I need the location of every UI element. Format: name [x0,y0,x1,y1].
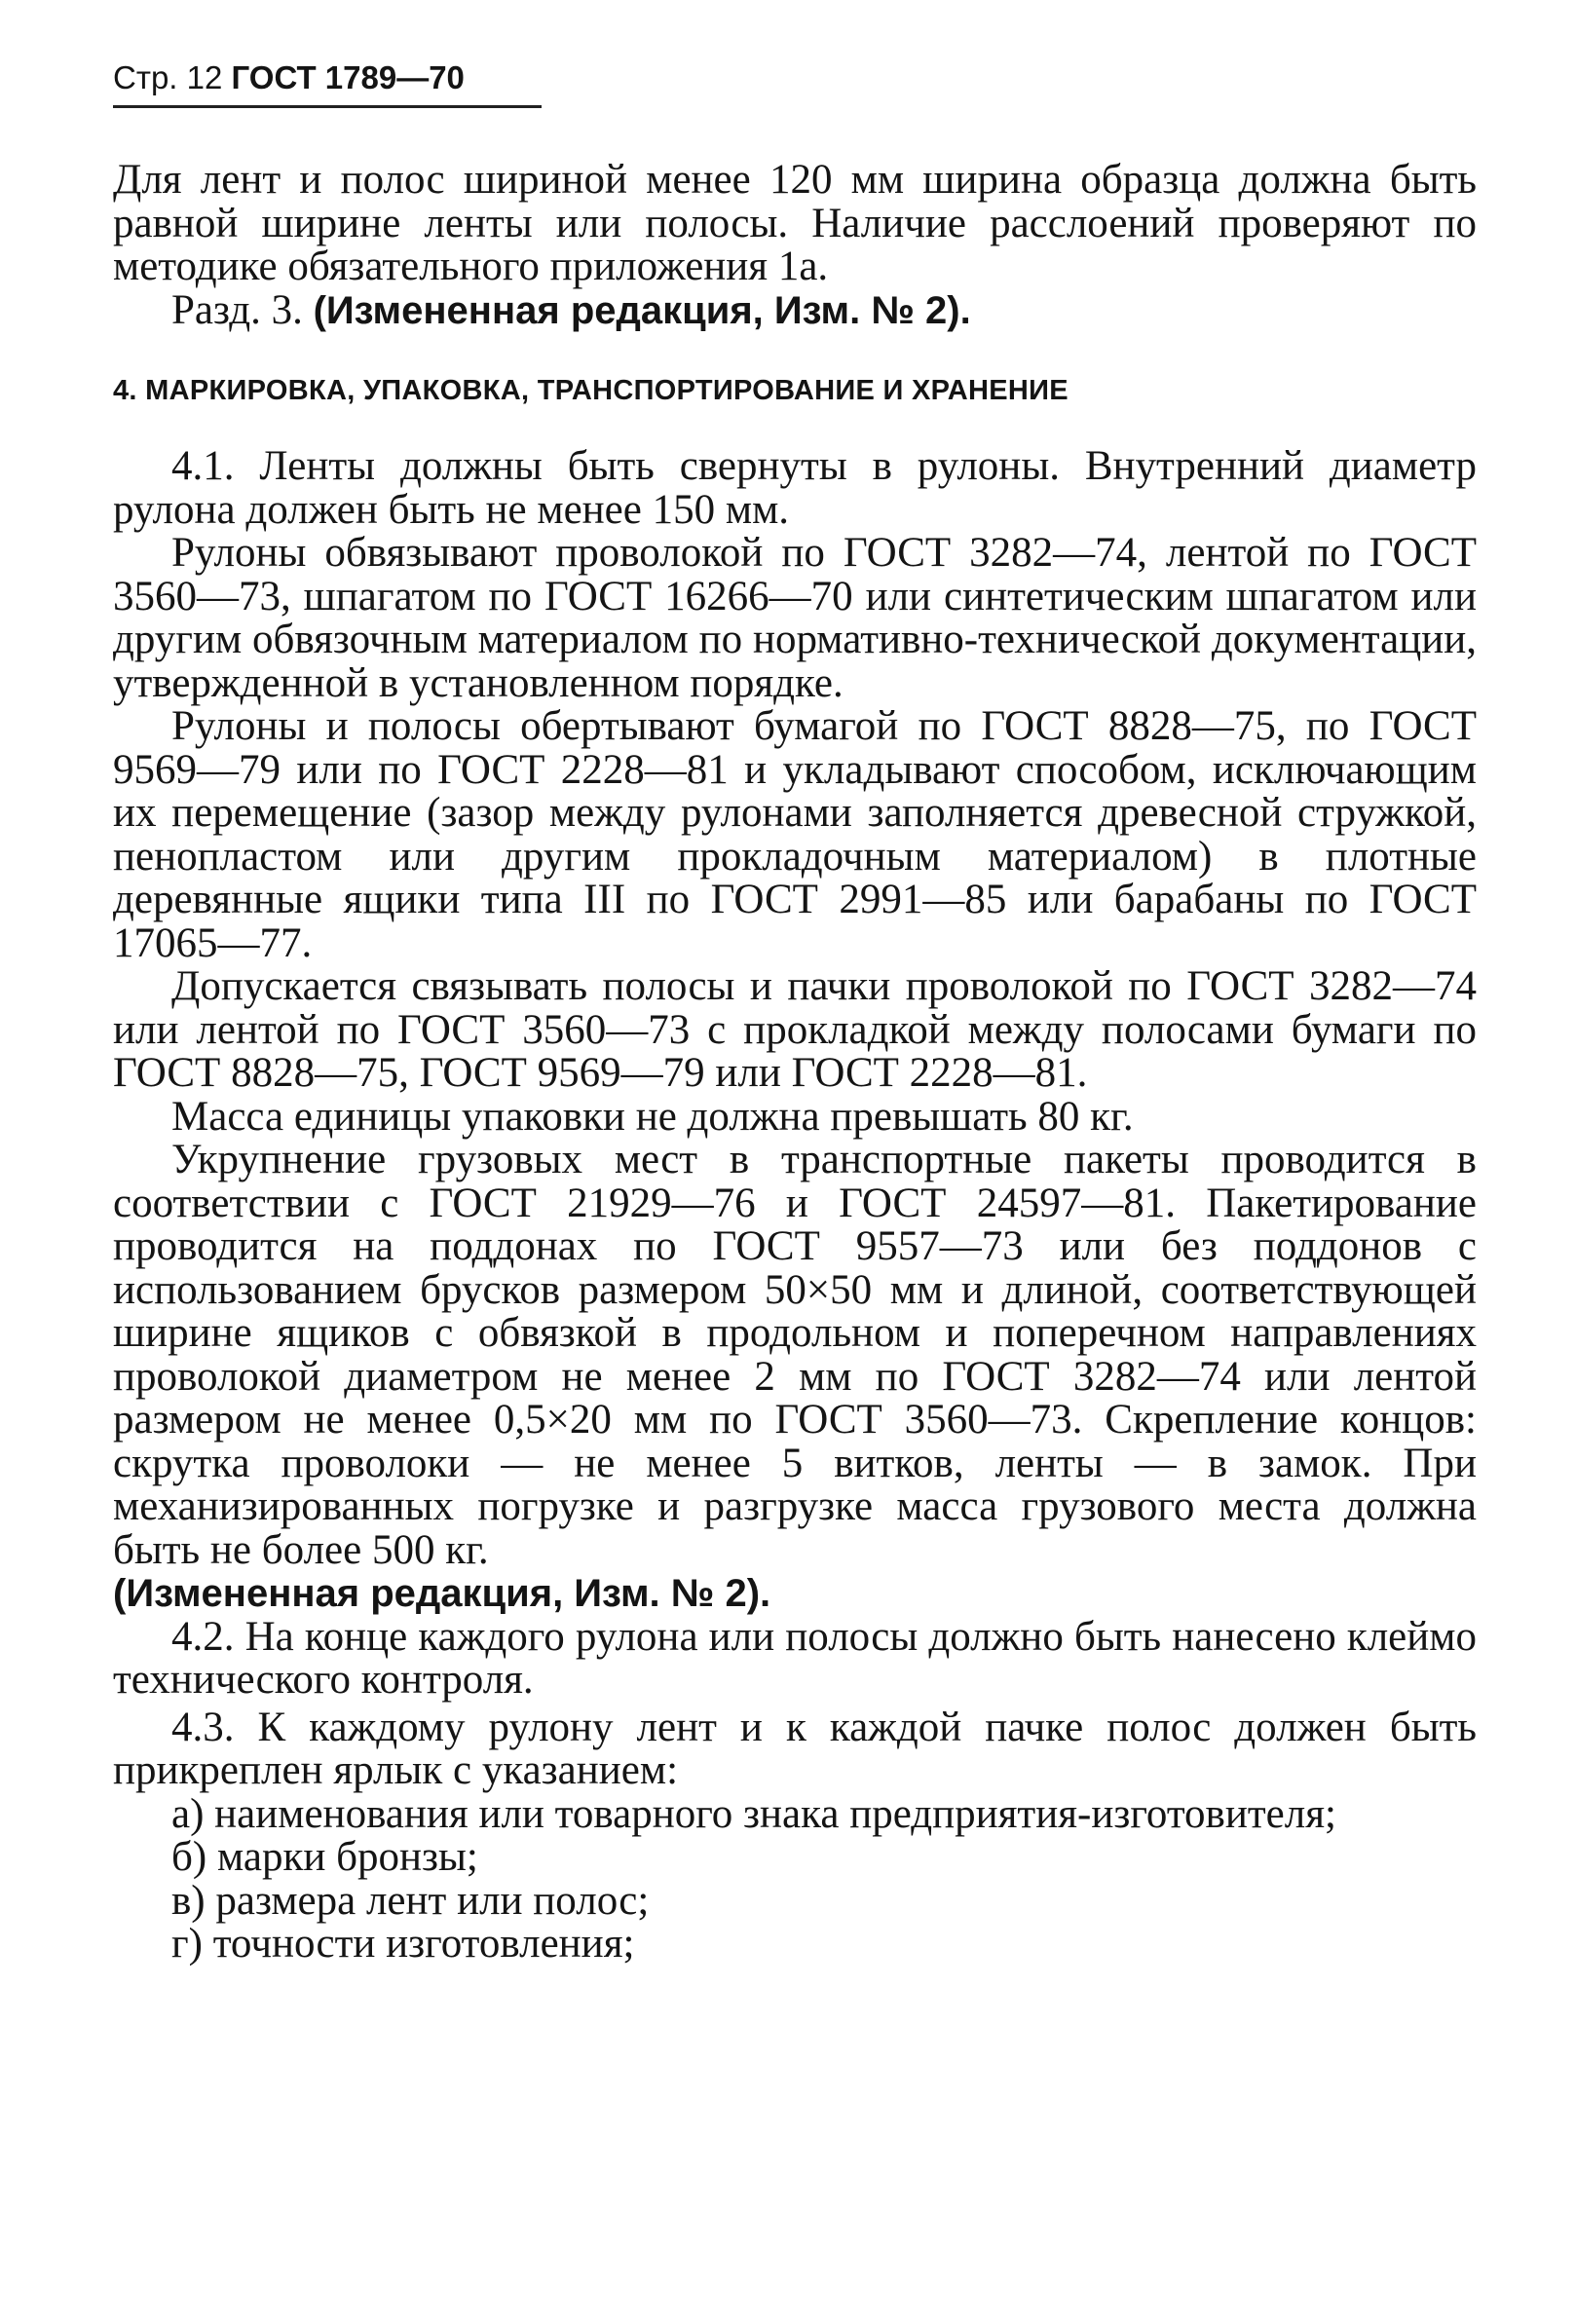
body-text [113,159,1477,1967]
paragraph-4-2: 4.2. На конце каждого рулона или полосы должно быть нанесено клеймо технического контроля. [113,1613,1477,1703]
section-4-title: 4. МАРКИРОВКА, УПАКОВКА, ТРАНСПОРТИРОВАНИЕ И ХРАНЕНИЕ [113,375,1069,406]
page-header [113,58,1477,99]
paragraph-tying: Допускается связывать полосы и пачки проволокой по ГОСТ 3282—74 или лентой по ГОСТ 3560—73 с прокладкой между полосами бумаги по ГОСТ 8828—75, ГОСТ 9569—79 или ГОСТ 2228—81. [113,963,1477,1096]
revision-note: (Измененная редакция, Изм. № 2). [313,288,971,332]
paragraph-section3-note [113,286,1477,333]
paragraph-wrapping: Рулоны и полосы обертывают бумагой по ГОСТ 8828—75, по ГОСТ 9569—79 или по ГОСТ 2228—81 и укладывают способом, исключающим их перемещение (зазор между рулонами заполняется древесной стружкой, пенопластом или другим прокладочным материалом) в плотные деревянные ящики типа III по ГОСТ 2991—85 или барабаны по ГОСТ 17065—77. [113,703,1477,966]
header-rule [113,105,542,108]
revision-note-text: (Измененная редакция, Изм. № 2). [113,1572,771,1615]
paragraph-cargo: Укрупнение грузовых мест в транспортные пакеты проводится в соответствии с ГОСТ 21929—76 и ГОСТ 24597—81. Пакетирование проводится на поддонах по ГОСТ 9557—73 или без поддонов с использованием брусков размером 50×50 мм и длиной, соответствующей ширине ящиков с обвязкой в продольном и поперечном направлениях проволокой диаметром не менее 2 мм по ГОСТ 3282—74 или лентой размером не менее 0,5×20 мм по ГОСТ 3560—73. Скрепление концов: скрутка проволоки — не менее 5 витков, ленты — в замок. При механизированных погрузке и разгрузке масса грузового места должна быть не более 500 кг. [113,1137,1477,1573]
list-item-a: а) наименования или товарного знака предприятия-изготовителя; [171,1790,1336,1837]
list-item-g: г) точности изготовления; [171,1921,635,1967]
paragraph-4-3: 4.3. К каждому рулону лент и к каждой пачке полос должен быть прикреплен ярлык с указанием: [113,1704,1477,1793]
section3-ref: Разд. 3. [171,286,303,333]
paragraph-4-1: 4.1. Ленты должны быть свернуты в рулоны. Внутренний диаметр рулона должен быть не менее 150 мм. [113,443,1477,533]
list-item-b: б) марки бронзы; [171,1834,478,1880]
paragraph-binding: Рулоны обвязывают проволокой по ГОСТ 3282—74, лентой по ГОСТ 3560—73, шпагатом по ГОСТ 16266—70 или синтетическим шпагатом или другим обвязочным материалом по нормативно-технической документации, утвержденной в установленном порядке. [113,530,1477,706]
standard-number: ГОСТ 1789—70 [231,59,465,95]
paragraph-sample-width: Для лент и полос шириной менее 120 мм ширина образца должна быть равной ширине ленты или полосы. Наличие расслоений проверяют по методике обязательного приложения 1а. [113,157,1477,289]
revision-note-2 [113,1572,1477,1616]
page-number: Стр. 12 [113,59,223,95]
paragraph-package-mass: Масса единицы упаковки не должна превышать 80 кг. [171,1093,1134,1140]
list-item-v: в) размера лент или полос; [171,1877,650,1924]
page-content [113,58,1477,1967]
